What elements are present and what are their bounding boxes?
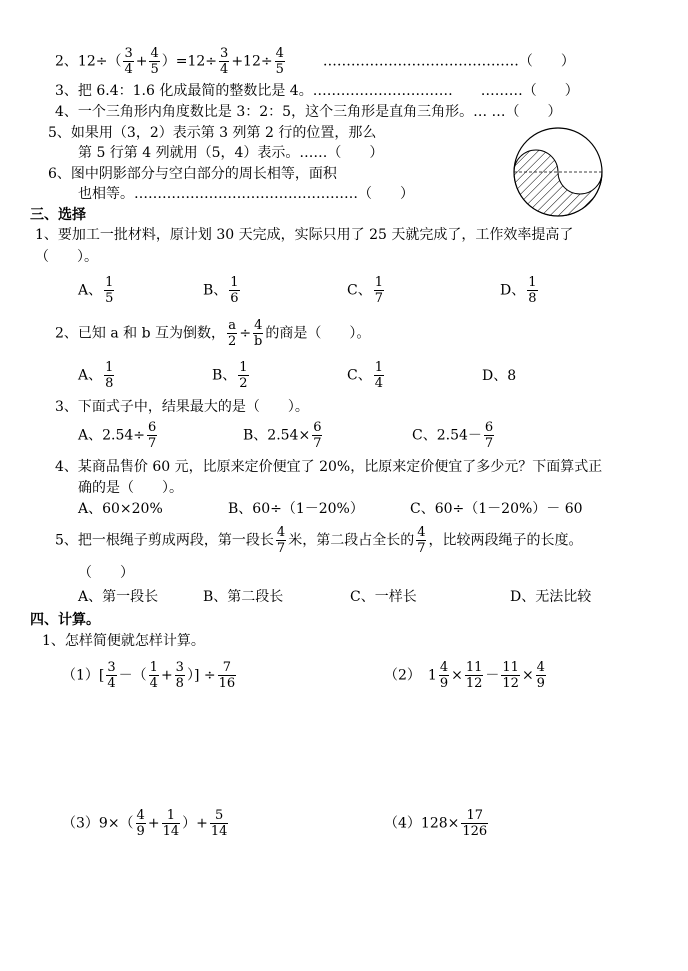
section-4-title: 四、计算。 — [30, 612, 100, 628]
calc-expr-2: （2） 1 $\frac{4}{9}$ × $\frac{11}{12}$ － $\frac{11}{12}$ × $\frac{4}{9}$ — [384, 660, 545, 691]
choice-q1-line1: 1、要加工一批材料，原计划 30 天完成，实际只用了 25 天就完成了，工作效率提高了 — [35, 227, 574, 243]
choice-q4-opt-c: C、60÷（1－20%）－ 60 — [410, 501, 583, 517]
choice-q5-opt-b: B、第二段长 — [203, 589, 284, 605]
calc-expr-3: （3）9×（ $\frac{4}{9}$ + $\frac{1}{14}$ ）+ $\frac{5}{14}$ — [62, 808, 228, 839]
choice-q5-opt-c: C、一样长 — [350, 589, 417, 605]
fraction: $\frac{4}{5}$ — [150, 46, 159, 77]
choice-q2-opt-d: D、8 — [482, 368, 517, 384]
calc-expr-1: （1）[ $\frac{3}{4}$ －（ $\frac{1}{4}$ + $\frac{3}{8}$ ）] ÷ $\frac{7}{16}$ — [62, 660, 236, 691]
choice-q3-opt-c: C、2.54－ $\frac{6}{7}$ — [412, 420, 494, 451]
circle-figure — [512, 126, 604, 218]
calc-expr-4: （4）128× $\frac{17}{126}$ — [384, 808, 488, 839]
choice-q1-opt-d: D、 $\frac{1}{8}$ — [500, 275, 537, 306]
fraction: $\frac{3}{4}$ — [220, 46, 229, 77]
judge-q3: 3、把 6.4：1.6 化成最简的整数比是 4。………………………… ………（ ） — [55, 83, 579, 99]
choice-q1-opt-b: B、 $\frac{1}{6}$ — [203, 275, 239, 306]
choice-q5-opt-d: D、无法比较 — [510, 589, 592, 605]
choice-q2-opt-a: A、 $\frac{1}{8}$ — [78, 360, 114, 391]
choice-q3-opt-a: A、2.54÷ $\frac{6}{7}$ — [78, 420, 157, 451]
fraction: $\frac{4}{5}$ — [275, 46, 284, 77]
choice-q4-line2: 确的是（ ）。 — [78, 480, 183, 496]
judge-q6-line2: 也相等。…………………………………………（ ） — [78, 186, 414, 202]
choice-q4-line1: 4、某商品售价 60 元，比原来定价便宜了 20%，比原来定价便宜了多少元？下面算式正 — [55, 459, 603, 475]
judge-q2: 2、12÷（ $\frac{3}{4}$ + $\frac{4}{5}$ ）=12÷ $\frac{3}{4}$ +12÷ $\frac{4}{5}$ ……………………………………（ ） — [55, 46, 575, 77]
choice-q4-opt-a: A、60×20% — [78, 501, 163, 517]
judge-q6-line1: 6、图中阴影部分与空白部分的周长相等，面积 — [48, 166, 337, 182]
choice-q1-line2: （ ）。 — [35, 249, 98, 265]
judge-q4: 4、一个三角形内角度数比是 3：2：5，这个三角形是直角三角形。… …（ ） — [55, 104, 562, 120]
choice-q5-opt-a: A、第一段长 — [78, 589, 159, 605]
choice-q5: 5、把一根绳子剪成两段，第一段长 $\frac{4}{7}$ 米，第二段占全长的 $\frac{4}{7}$ ，比较两段绳子的长度。 — [55, 525, 583, 556]
section-4-subtitle: 1、怎样简便就怎样计算。 — [42, 633, 205, 649]
choice-q3: 3、下面式子中，结果最大的是（ ）。 — [55, 399, 309, 415]
choice-q3-opt-b: B、2.54× $\frac{6}{7}$ — [243, 420, 322, 451]
choice-q2: 2、已知 a 和 b 互为倒数， $\frac{a}{2}$ ÷ $\frac{4}{b}$ 的商是（ ）。 — [55, 318, 371, 349]
choice-q1-opt-a: A、 $\frac{1}{5}$ — [78, 275, 114, 306]
choice-q1-opt-c: C、 $\frac{1}{7}$ — [347, 275, 383, 306]
fraction: $\frac{3}{4}$ — [124, 46, 133, 77]
choice-q2-opt-c: C、 $\frac{1}{4}$ — [347, 360, 383, 391]
choice-q5-paren: （ ） — [78, 565, 134, 581]
section-3-title: 三、选择 — [30, 207, 86, 223]
choice-q2-opt-b: B、 $\frac{1}{2}$ — [212, 360, 248, 391]
judge-q5-line1: 5、如果用（3，2）表示第 3 列第 2 行的位置，那么 — [48, 125, 377, 141]
choice-q4-opt-b: B、60÷（1－20%） — [228, 501, 364, 517]
judge-q5-line2: 第 5 行第 4 列就用（5，4）表示。……（ ） — [78, 145, 384, 161]
